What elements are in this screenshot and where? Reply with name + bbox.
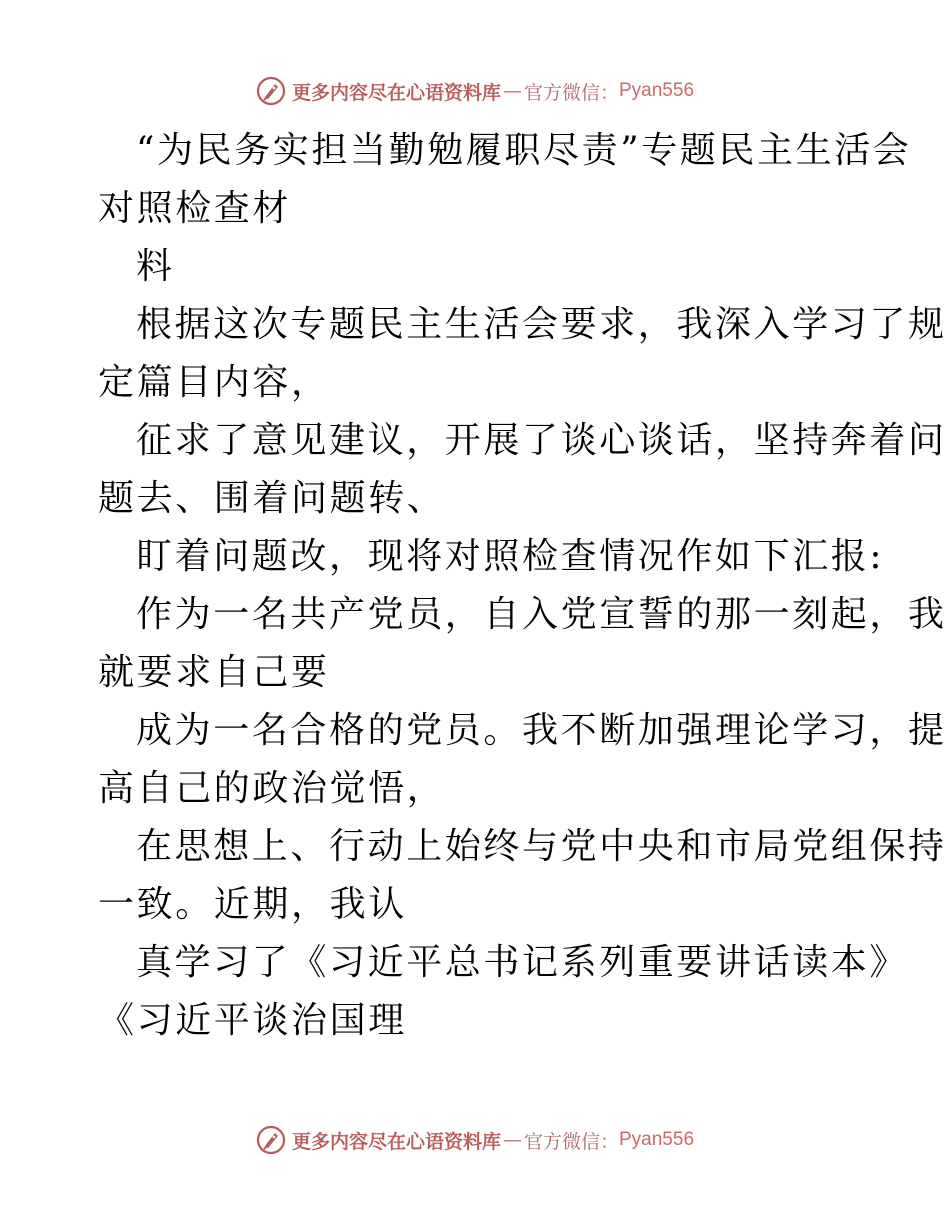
- watermark-wechat-label: 官方微信：: [523, 81, 619, 104]
- document-title-line: “为民务实担当勤勉履职尽责”专题民主生活会: [136, 130, 912, 171]
- watermark-main-text: 更多内容尽在心语资料库: [291, 81, 501, 104]
- watermark-separator: —: [502, 80, 522, 102]
- paragraph-line: 根据这次专题民主生活会要求，我深入学习了规: [136, 304, 947, 345]
- watermark-wechat-id: Pyan556: [619, 80, 695, 101]
- document-title-line: 料: [136, 246, 175, 287]
- paragraph-line: 征求了意见建议，开展了谈心谈话，坚持奔着问: [136, 420, 947, 461]
- watermark-wechat-label: 官方微信：: [523, 1130, 619, 1153]
- paragraph-line: 就要求自己要: [98, 652, 330, 693]
- paragraph-line: 在思想上、行动上始终与党中央和市局党组保持: [136, 826, 947, 867]
- header-watermark: [0, 71, 950, 111]
- paragraph-line: 题去、围着问题转、: [98, 478, 446, 519]
- paragraph-line: 成为一名合格的党员。我不断加强理论学习，提: [136, 710, 947, 751]
- paragraph-line: 定篇目内容，: [98, 362, 330, 403]
- watermark-wechat-id: Pyan556: [619, 1129, 695, 1150]
- paragraph-line: 高自己的政治觉悟，: [98, 768, 446, 809]
- paragraph-line: 作为一名共产党员，自入党宣誓的那一刻起，我: [136, 594, 947, 635]
- document-title-line: 对照检查材: [98, 188, 292, 229]
- pen-nib-logo-icon: [256, 76, 286, 106]
- watermark-separator: —: [502, 1129, 522, 1151]
- paragraph-line: 一致。近期，我认: [98, 884, 407, 925]
- document-body: [98, 122, 947, 1050]
- pen-nib-logo-icon: [256, 1125, 286, 1155]
- paragraph-line: 盯着问题改，现将对照检查情况作如下汇报:: [136, 536, 885, 577]
- paragraph-line: 《习近平谈治国理: [98, 1000, 407, 1041]
- watermark-main-text: 更多内容尽在心语资料库: [291, 1130, 501, 1153]
- paragraph-line: 真学习了《习近平总书记系列重要讲话读本》: [136, 942, 909, 983]
- footer-watermark: [0, 1120, 950, 1160]
